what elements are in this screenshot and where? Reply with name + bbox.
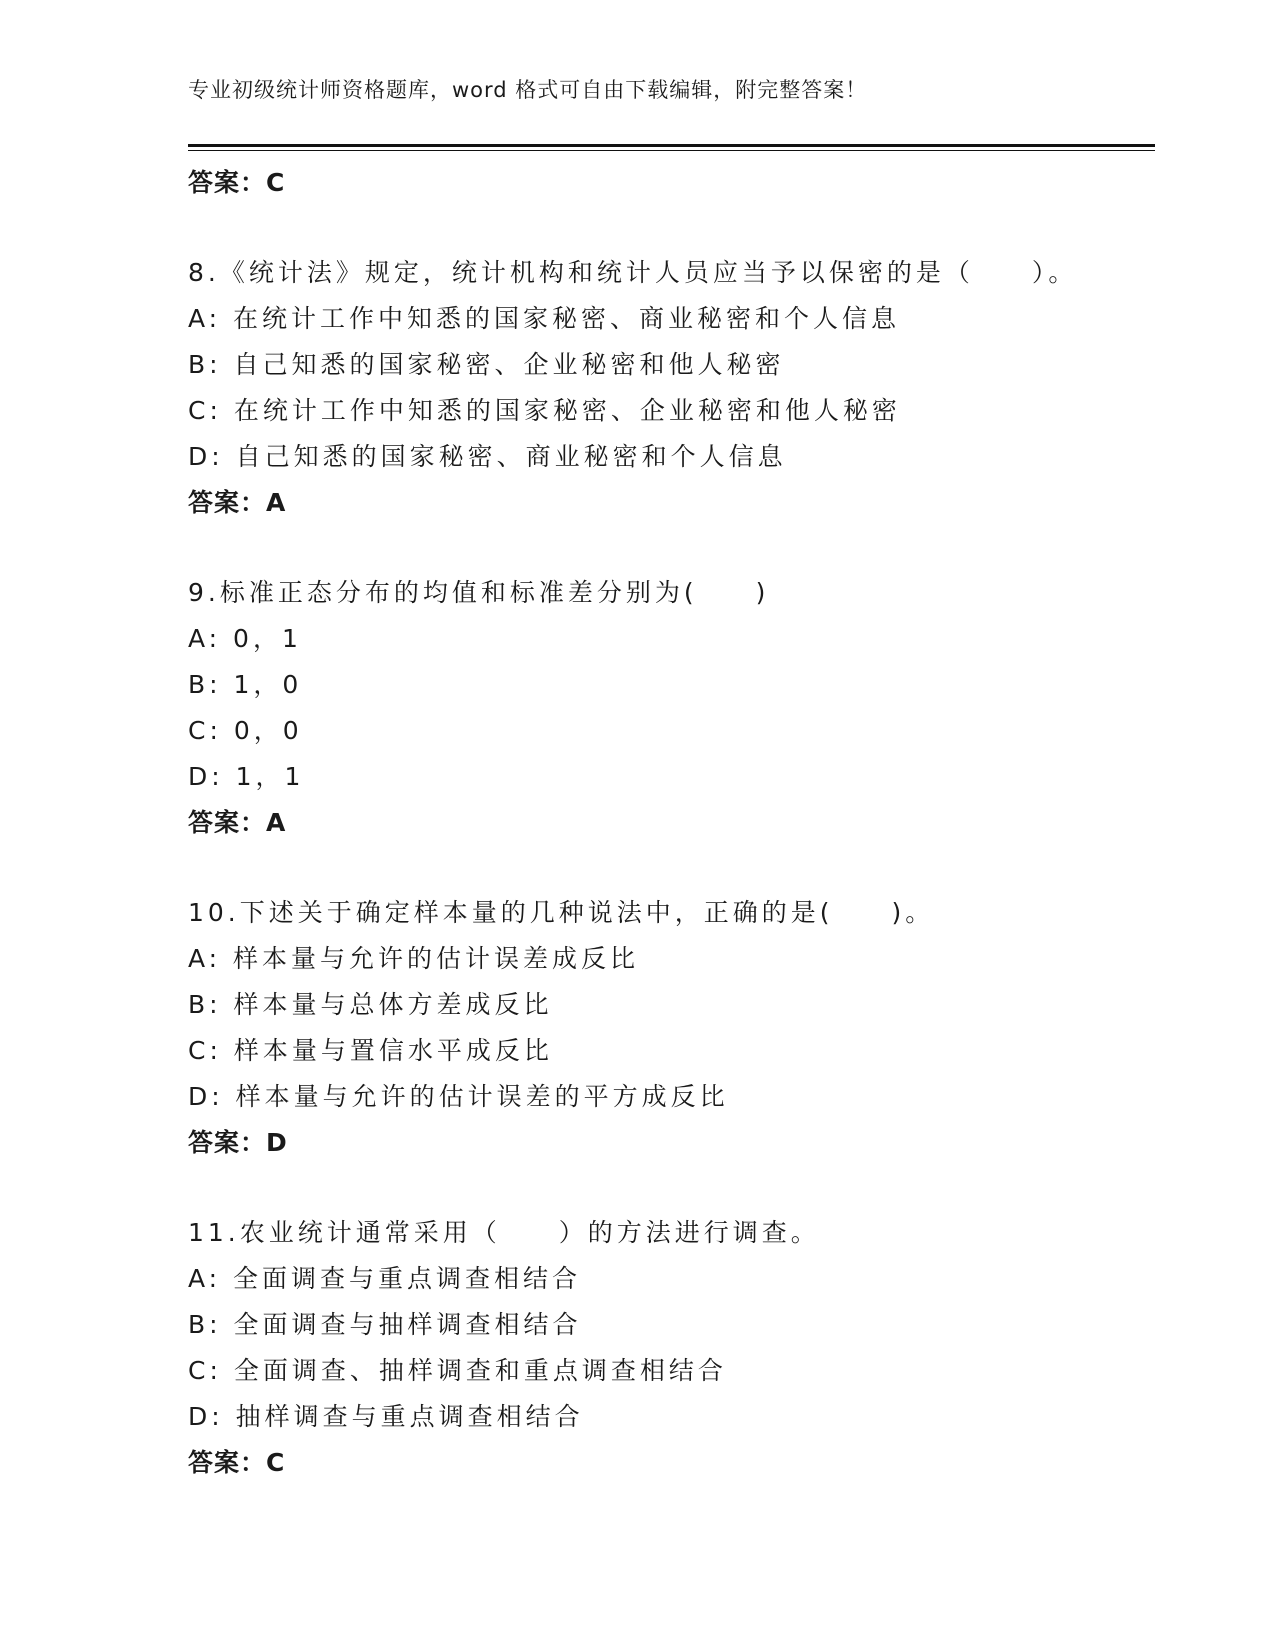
option-d: D: 抽样调查与重点调查相结合 (188, 1402, 584, 1431)
answer-line: 答案：A (188, 488, 287, 517)
option-c: C: 0，0 (188, 716, 303, 745)
option-a: A: 0，1 (188, 624, 302, 653)
option-b: B: 全面调查与抽样调查相结合 (188, 1310, 582, 1339)
question-stem: 8.《统计法》规定，统计机构和统计人员应当予以保密的是（ ）。 (188, 258, 1078, 287)
question-block (188, 250, 1148, 526)
option-d: D: 样本量与允许的估计误差的平方成反比 (188, 1082, 729, 1111)
answer-line: 答案：C (188, 168, 286, 197)
answer-line: 答案：C (188, 1448, 286, 1477)
option-a: A: 在统计工作中知悉的国家秘密、商业秘密和个人信息 (188, 304, 901, 333)
question-block (188, 570, 1148, 846)
question-stem: 10.下述关于确定样本量的几种说法中，正确的是( )。 (188, 898, 935, 927)
option-a: A: 样本量与允许的估计误差成反比 (188, 944, 640, 973)
option-b: B: 1，0 (188, 670, 303, 699)
answer-line: 答案：A (188, 808, 287, 837)
option-c: C: 在统计工作中知悉的国家秘密、企业秘密和他人秘密 (188, 396, 901, 425)
answer-line: 答案：D (188, 1128, 288, 1157)
question-stem: 9.标准正态分布的均值和标准差分别为( ) (188, 578, 770, 607)
header-rule-thick (188, 144, 1155, 147)
header-rule-thin (188, 150, 1155, 151)
option-a: A: 全面调查与重点调查相结合 (188, 1264, 582, 1293)
option-b: B: 自己知悉的国家秘密、企业秘密和他人秘密 (188, 350, 785, 379)
page-header: 专业初级统计师资格题库，word 格式可自由下载编辑，附完整答案！ (188, 78, 868, 102)
option-d: D: 自己知悉的国家秘密、商业秘密和个人信息 (188, 442, 787, 471)
document-body (188, 160, 1148, 1486)
option-c: C: 全面调查、抽样调查和重点调查相结合 (188, 1356, 727, 1385)
option-b: B: 样本量与总体方差成反比 (188, 990, 553, 1019)
question-stem: 11.农业统计通常采用（ ）的方法进行调查。 (188, 1218, 820, 1247)
option-d: D: 1，1 (188, 762, 305, 791)
question-block (188, 890, 1148, 1166)
option-c: C: 样本量与置信水平成反比 (188, 1036, 553, 1065)
question-block (188, 1210, 1148, 1486)
